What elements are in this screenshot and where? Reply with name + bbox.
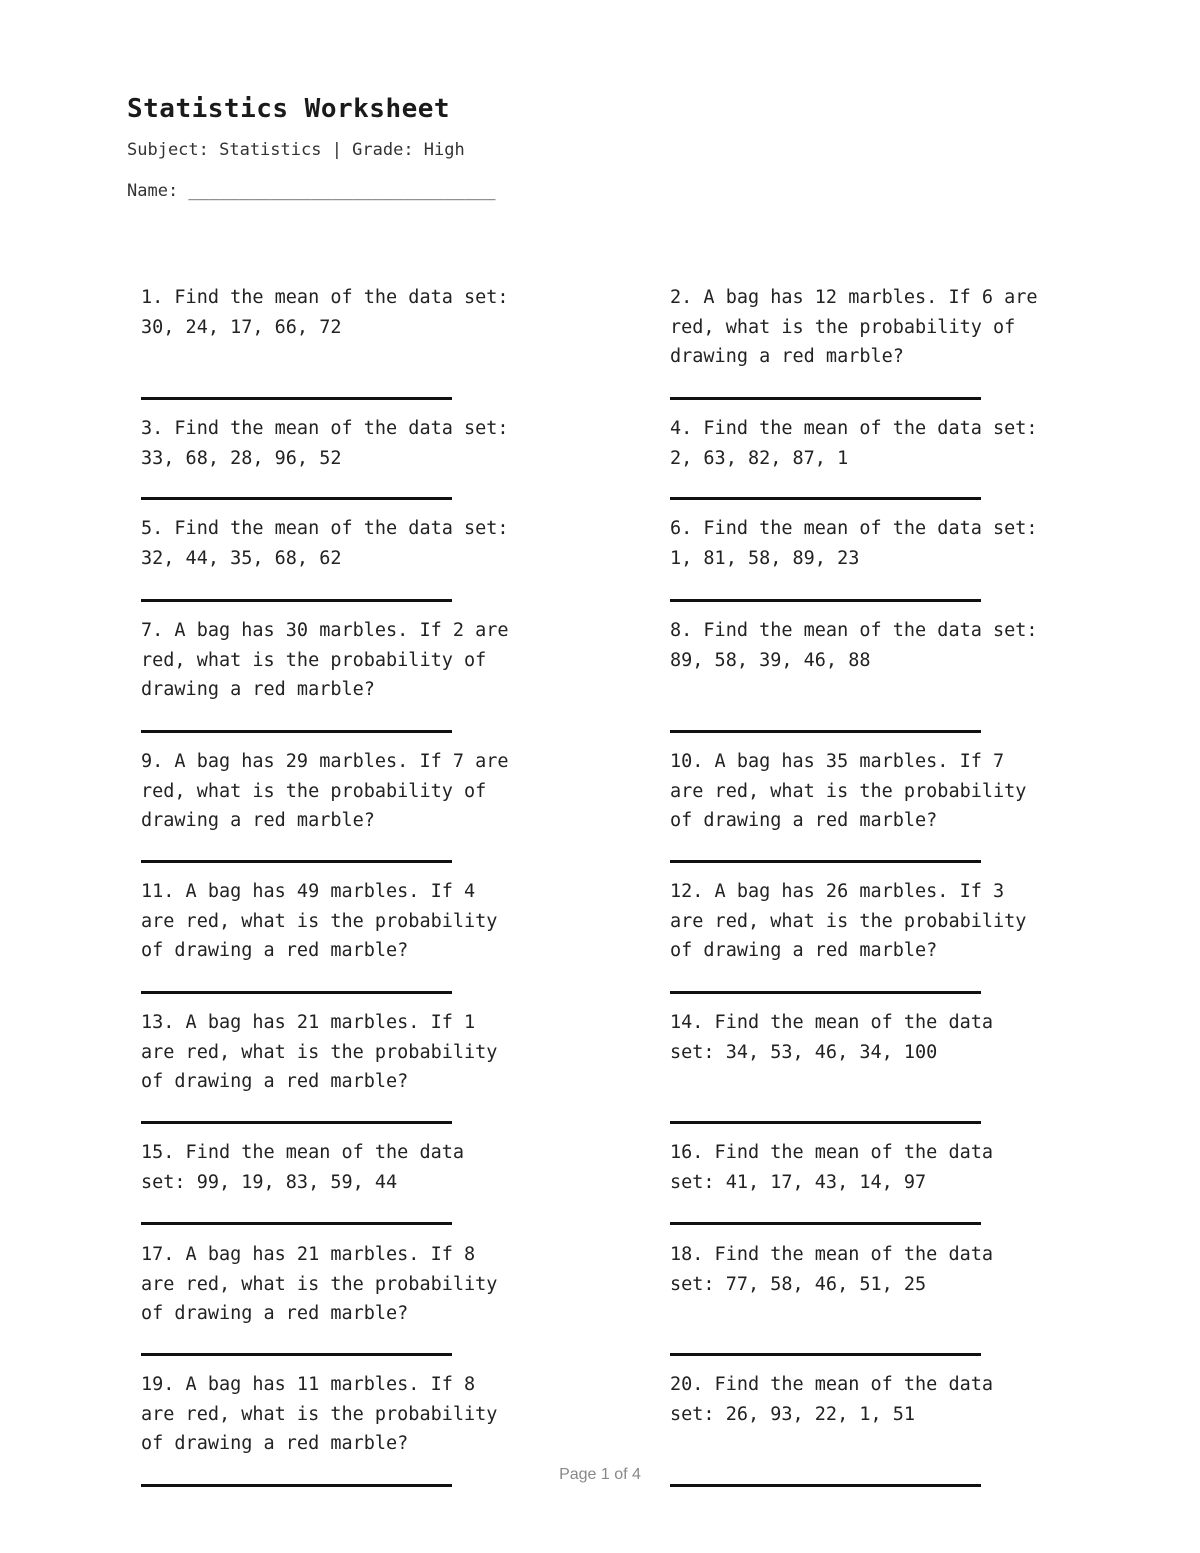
- answer-line-8[interactable]: [670, 730, 981, 733]
- answer-line-2[interactable]: [670, 397, 981, 400]
- answer-line-15[interactable]: [141, 1222, 452, 1225]
- question-7: 7. A bag has 30 marbles. If 2 are red, what is the probability of drawing a red marble?: [141, 620, 509, 700]
- answer-line-19[interactable]: [141, 1484, 452, 1487]
- question-10: 10. A bag has 35 marbles. If 7 are red, what is the probability of drawing a red marble?: [670, 751, 1027, 831]
- answer-line-1[interactable]: [141, 397, 452, 400]
- answer-line-10[interactable]: [670, 860, 981, 863]
- answer-line-9[interactable]: [141, 860, 452, 863]
- question-2: 2. A bag has 12 marbles. If 6 are red, what is the probability of drawing a red marble?: [670, 287, 1038, 367]
- answer-line-5[interactable]: [141, 599, 452, 602]
- answer-line-20[interactable]: [670, 1484, 981, 1487]
- question-17: 17. A bag has 21 marbles. If 8 are red, what is the probability of drawing a red marble?: [141, 1244, 498, 1324]
- question-11: 11. A bag has 49 marbles. If 4 are red, what is the probability of drawing a red marble?: [141, 881, 498, 961]
- question-6: 6. Find the mean of the data set: 1, 81, 58, 89, 23: [670, 518, 1038, 569]
- name-field-label: Name: ______________________________: [127, 181, 496, 201]
- question-13: 13. A bag has 21 marbles. If 1 are red, what is the probability of drawing a red marble?: [141, 1012, 498, 1092]
- answer-line-17[interactable]: [141, 1353, 452, 1356]
- question-20: 20. Find the mean of the data set: 26, 93, 22, 1, 51: [670, 1374, 994, 1425]
- question-19: 19. A bag has 11 marbles. If 8 are red, what is the probability of drawing a red marble?: [141, 1374, 498, 1454]
- page-title: Statistics Worksheet: [127, 94, 451, 124]
- question-12: 12. A bag has 26 marbles. If 3 are red, what is the probability of drawing a red marble?: [670, 881, 1027, 961]
- question-9: 9. A bag has 29 marbles. If 7 are red, what is the probability of drawing a red marble?: [141, 751, 509, 831]
- answer-line-3[interactable]: [141, 497, 452, 500]
- answer-line-4[interactable]: [670, 497, 981, 500]
- question-18: 18. Find the mean of the data set: 77, 58, 46, 51, 25: [670, 1244, 994, 1295]
- question-3: 3. Find the mean of the data set: 33, 68, 28, 96, 52: [141, 418, 509, 469]
- question-5: 5. Find the mean of the data set: 32, 44, 35, 68, 62: [141, 518, 509, 569]
- answer-line-18[interactable]: [670, 1353, 981, 1356]
- question-1: 1. Find the mean of the data set: 30, 24, 17, 66, 72: [141, 287, 509, 338]
- answer-line-14[interactable]: [670, 1121, 981, 1124]
- answer-line-12[interactable]: [670, 991, 981, 994]
- worksheet-subtitle: Subject: Statistics | Grade: High: [127, 140, 465, 160]
- question-4: 4. Find the mean of the data set: 2, 63, 82, 87, 1: [670, 418, 1038, 469]
- question-16: 16. Find the mean of the data set: 41, 17, 43, 14, 97: [670, 1142, 994, 1193]
- question-14: 14. Find the mean of the data set: 34, 53, 46, 34, 100: [670, 1012, 994, 1063]
- page-number: Page 1 of 4: [559, 1466, 641, 1483]
- answer-line-7[interactable]: [141, 730, 452, 733]
- question-15: 15. Find the mean of the data set: 99, 19, 83, 59, 44: [141, 1142, 465, 1193]
- answer-line-16[interactable]: [670, 1222, 981, 1225]
- answer-line-6[interactable]: [670, 599, 981, 602]
- answer-line-13[interactable]: [141, 1121, 452, 1124]
- question-8: 8. Find the mean of the data set: 89, 58, 39, 46, 88: [670, 620, 1038, 671]
- answer-line-11[interactable]: [141, 991, 452, 994]
